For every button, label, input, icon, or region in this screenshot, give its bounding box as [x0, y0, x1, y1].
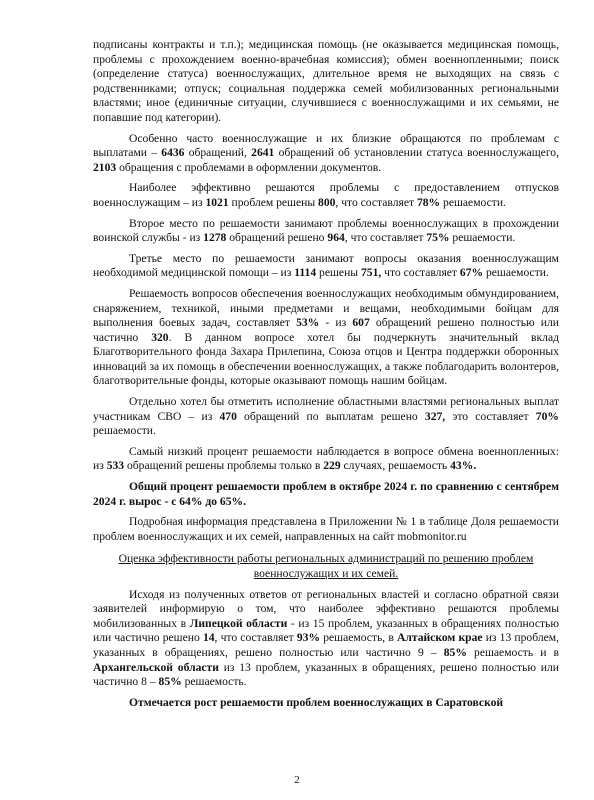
text-run: 85% [443, 645, 467, 659]
text-run: обращений, [184, 146, 252, 160]
text-run: 75% [426, 231, 450, 245]
text-run: Подробная информация представлена в Приложении № 1 в таблице Доля решаемости проблем военнослужащих и их семей, направленных на сайт mobmonitor.ru [93, 515, 559, 543]
text-run: , что составляет [335, 195, 417, 209]
text-run: Исходя из полученных ответов от региональных властей и согласно обратной связи заявителей информирую о том, что наиболее эффективно решаются проблемы мобилизованных в [93, 587, 559, 630]
text-run: 1021 [205, 195, 229, 209]
paragraph [93, 252, 559, 281]
text-run: 964 [327, 231, 345, 245]
text-run: 533 [106, 459, 125, 473]
text-run: проблем решены [228, 195, 319, 209]
text-run: случаях, решаемость [340, 459, 451, 473]
text-run: Алтайском крае [396, 631, 483, 645]
text-run: 78% [416, 195, 441, 209]
text-run: 229 [323, 459, 341, 473]
text-run: Самый низкий процент решаемости наблюдается в вопросе обмена военнопленных: из [93, 444, 559, 473]
text-run: Второе место по решаемости занимают проблемы военнослужащих в прохождении воинской службы - из [93, 216, 559, 245]
paragraph [93, 395, 559, 439]
text-run: 67% [459, 266, 484, 280]
text-run: 751, [360, 266, 382, 280]
text-run: 470 [219, 409, 237, 423]
text-run: решаемости. [440, 195, 506, 209]
text-run: Третье место по решаемости занимают вопросы оказания военнослужащим необходимой медицинской помощи – из [93, 251, 559, 280]
text-run: - из [319, 316, 353, 330]
paragraph [93, 696, 559, 711]
text-run: что составляет [381, 266, 460, 280]
text-run: 800 [318, 195, 336, 209]
paragraph [93, 181, 559, 210]
text-run: решены [316, 266, 361, 280]
paragraph [93, 588, 559, 690]
text-run: 2641 [251, 146, 275, 160]
paragraph [93, 515, 559, 544]
text-run: решаемость. [181, 675, 247, 689]
body-text-block-2 [93, 588, 559, 711]
paragraph [93, 132, 559, 176]
text-run: из 13 проблем, указанных в обращениях, решено полностью или частично 8 – [93, 660, 559, 689]
text-run: Архангельской области [93, 660, 219, 674]
text-run: 93% [296, 631, 321, 645]
text-run: 2103 [93, 160, 117, 174]
text-run: 14 [202, 631, 215, 645]
text-run: , что составляет [214, 631, 297, 645]
text-run: 53% [296, 316, 320, 330]
text-run: , что составляет [344, 231, 427, 245]
text-run: решаемость и в [466, 645, 559, 659]
text-run: Наиболее эффективно решаются проблемы с предоставлением отпусков военнослужащим – из [93, 181, 559, 209]
text-run: Липецкой области [189, 616, 288, 630]
text-run: обращений об установлении статуса военнослужащего, [274, 146, 559, 160]
text-run: решаемость, в [320, 631, 397, 645]
text-run: решаемости. [93, 424, 156, 438]
text-run: решаемости. [483, 266, 549, 280]
text-run: Общий процент решаемости проблем в октябре 2024 г. по сравнению с сентябрем 2024 г. вырос - с 64% до 65%. [93, 480, 559, 508]
text-run: это составляет [445, 409, 536, 423]
text-run: 6436 [161, 146, 185, 160]
text-run: Особенно часто военнослужащие и их близкие обращаются по проблемам с выплатами – [93, 131, 559, 160]
text-run: решаемости. [449, 231, 516, 245]
paragraph [93, 445, 559, 474]
text-run: Отмечается рост решаемости проблем военнослужащих в Саратовской [129, 695, 504, 709]
text-run: обращений решено полностью или частично [93, 316, 560, 344]
text-run: 43%. [450, 459, 477, 473]
text-run: 320 [151, 330, 169, 344]
paragraph [93, 480, 559, 509]
text-run: Решаемость вопросов обеспечения военнослужащих необходимым обмундированием, снаряжением, техникой, иными предметами и вещами, необходимыми бойцам для выполнения боевых задач, составляет [93, 286, 559, 330]
text-run: 607 [352, 316, 370, 330]
text-run: подписаны контракты и т.п.); медицинская помощь (не оказывается медицинская помощь, проблемы с прохождением военно-врачебная комиссия); обмен военнопленными; поиск (определение статуса) военнослужащих, длительное время не выходящих на связь с родственниками; отпуск; социальная поддержка семей мобилизованных региональными властями; иное (единичные ситуации, случившиеся с военнослужащими и их семьями, не попавшие под категории). [93, 38, 559, 124]
text-run: 1278 [203, 231, 227, 245]
text-run: обращений по выплатам решено [236, 409, 425, 423]
text-run: обращения с проблемами в оформлении документов. [116, 160, 382, 174]
text-run: 70% [535, 409, 559, 423]
paragraph [93, 217, 559, 246]
paragraph [93, 38, 559, 126]
text-run: 327, [424, 409, 446, 423]
text-run: - из 15 проблем, указанных в обращениях полностью или частично решено [93, 616, 559, 645]
section-title: Оценка эффективности работы региональных администраций по решению проблем военнослужащих и их семей. [118, 552, 534, 580]
text-run: 1114 [294, 266, 317, 280]
text-run: Отдельно хотел бы отметить исполнение областными властями региональных выплат участникам СВО – из [93, 395, 559, 423]
text-run: . В данном вопросе хотел бы подчеркнуть значительный вклад Благотворительного фонда Захара Прилепина, Союза отцов и Центра поддержки оборонных инноваций за их помощь в обеспечении военнослужащих, а также поблагодарить волонтеров, благотворительные фонды, которые оказывают помощь нашим бойцам. [93, 330, 559, 388]
paragraph [93, 287, 559, 389]
text-run: 85% [158, 675, 182, 689]
text-run: обращений решены проблемы только в [124, 459, 324, 473]
text-run: обращений решено [226, 231, 328, 245]
body-text-block-1 [93, 38, 559, 544]
text-run: из 13 проблем, указанных в обращениях, решено полностью или частично 9 – [93, 631, 560, 659]
page-number: 2 [294, 774, 300, 786]
